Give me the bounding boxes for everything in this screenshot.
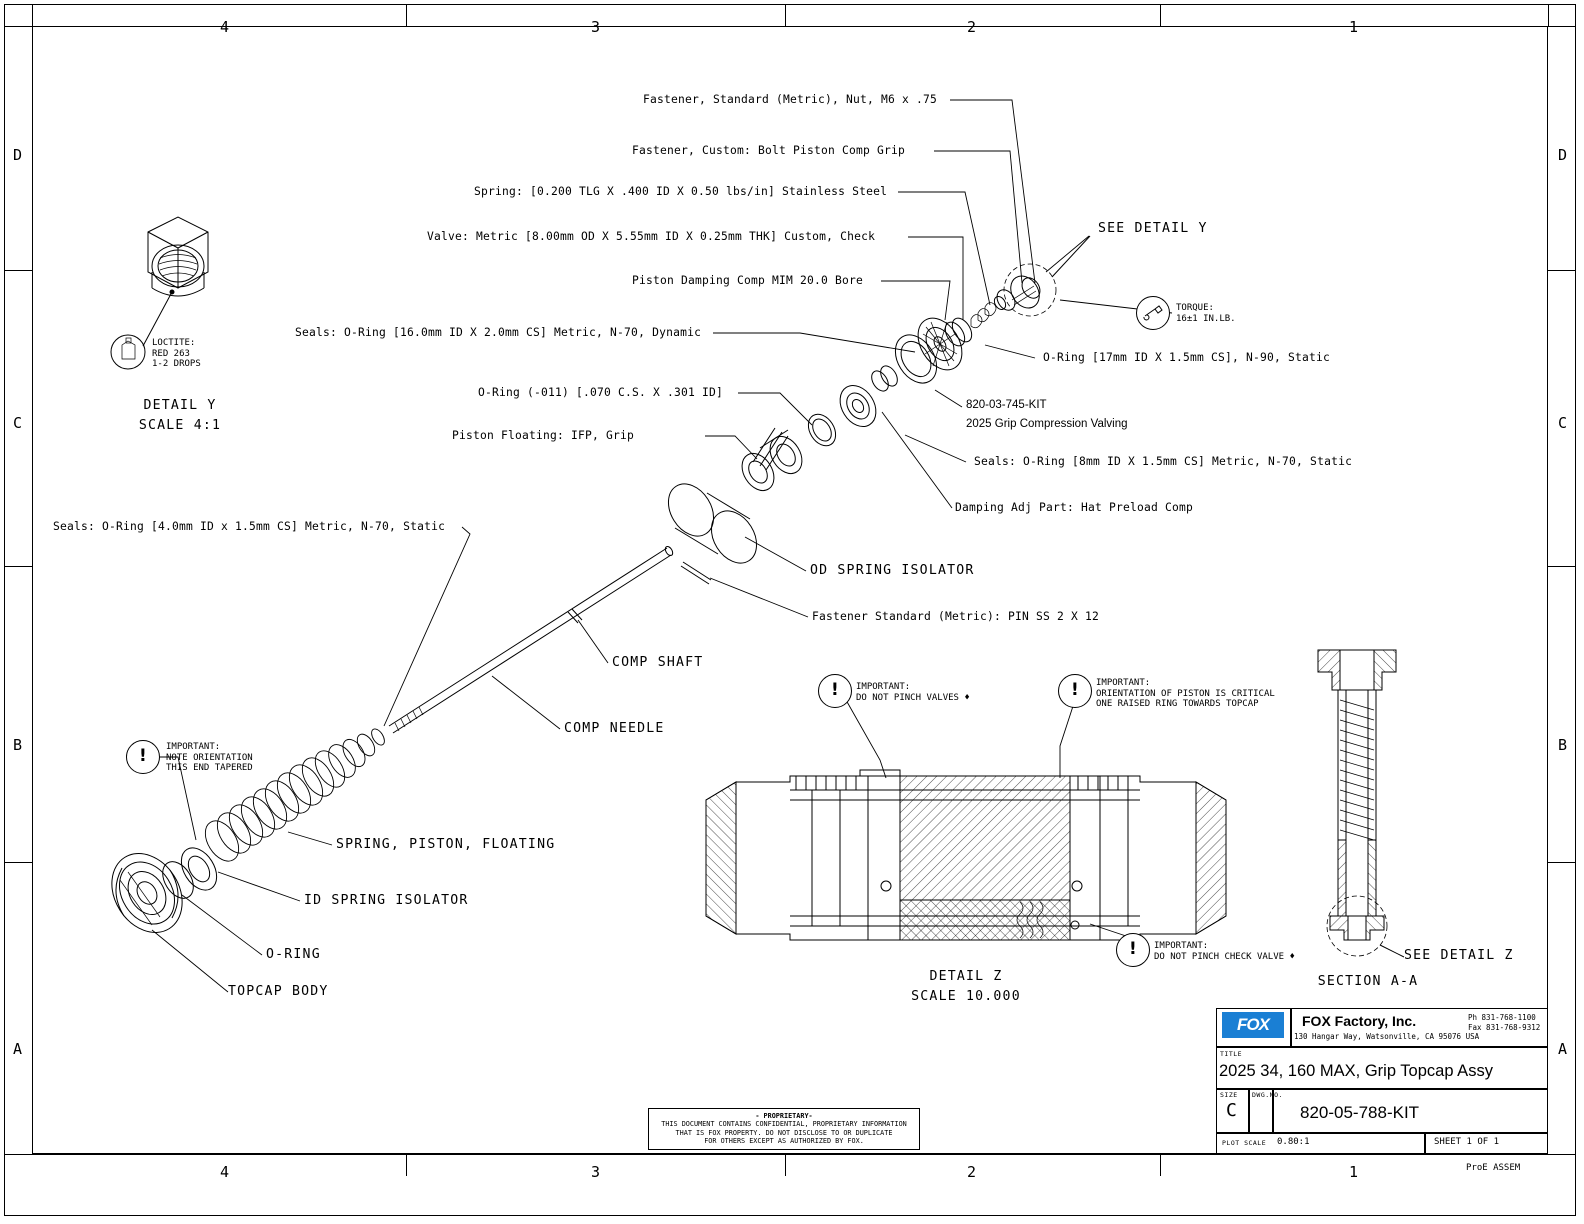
important-check-valve-bang-icon: ! [1129,939,1137,959]
zone-divider-left-3 [4,862,32,863]
sheet-number: SHEET 1 OF 1 [1434,1137,1500,1147]
note-check-valve-line2: DO NOT PINCH CHECK VALVE ♦ [1154,951,1295,962]
zone-divider-left-2 [4,566,32,567]
note-check-valve-line1: IMPORTANT: [1154,941,1209,951]
zone-divider-top-2 [785,4,786,26]
fox-logo: FOX [1222,1012,1284,1038]
detail-y-title: DETAIL Y [143,398,217,413]
note-important-check-valve [1154,941,1295,962]
note-important-pinch-valves [856,682,970,703]
proprietary-line2: THIS DOCUMENT CONTAINS CONFIDENTIAL, PROPRIETARY INFORMATION [661,1120,907,1129]
note-piston-line1: IMPORTANT: [1096,678,1151,688]
zone-divider-right-2 [1548,566,1576,567]
note-torque-line2: 16±1 IN.LB. [1176,313,1236,324]
callout-comp-needle: COMP NEEDLE [564,721,665,736]
title-block-sep-1 [1216,1046,1548,1048]
title-block-sep-3 [1216,1132,1548,1134]
note-important-piston [1096,678,1275,710]
callout-od-spring-isolator: OD SPRING ISOLATOR [810,563,975,578]
zone-strip-bottom-line [4,1154,1576,1155]
callout-see-detail-y: SEE DETAIL Y [1098,221,1208,236]
note-loctite-line1: LOCTITE: [152,338,196,348]
zone-label-right-d: D [1557,146,1569,164]
note-pinch-valves-line1: IMPORTANT: [856,682,911,692]
note-piston-line2: ORIENTATION OF PISTON IS CRITICAL [1096,688,1275,699]
zone-divider-bottom-2 [785,1154,786,1176]
company-fax: Fax 831-768-9312 [1468,1023,1541,1032]
callout-spring: Spring: [0.200 TLG X .400 ID X 0.50 lbs/in] Stainless Steel [474,185,888,198]
zone-divider-bottom-1 [406,1154,407,1176]
zone-label-top-2: 2 [966,18,978,36]
company-name: FOX Factory, Inc. [1302,1013,1417,1029]
zone-divider-bottom-3 [1160,1154,1161,1176]
drawing-title: 2025 34, 160 MAX, Grip Topcap Assy [1219,1062,1493,1080]
plot-scale-caption: PLOT SCALE [1222,1139,1267,1147]
callout-pin: Fastener Standard (Metric): PIN SS 2 X 12 [812,610,1100,623]
zone-label-bottom-4: 4 [219,1163,231,1181]
size-caption: SIZE [1220,1091,1238,1099]
title-block-sep-2 [1216,1088,1548,1090]
see-detail-z-label: SEE DETAIL Z [1404,948,1514,963]
dwgno-caption: DWG.NO. [1252,1091,1283,1099]
zone-label-bottom-2: 2 [966,1163,978,1181]
important-pinch-valves-bang-icon: ! [831,680,839,700]
note-orientation-line1: IMPORTANT: [166,742,221,752]
zone-label-left-a: A [12,1040,24,1058]
detail-y-scale: SCALE 4:1 [138,418,222,433]
zone-divider-left-1 [4,270,32,271]
footer-proe: ProE ASSEM [1466,1163,1521,1173]
note-torque [1176,303,1236,324]
callout-kit-desc: 2025 Grip Compression Valving [966,418,1128,430]
note-orientation-line2: NOTE ORIENTATION [166,752,253,763]
proprietary-line3: THAT IS FOX PROPERTY. DO NOT DISCLOSE TO OR DUPLICATE [675,1128,893,1137]
title-block-vline-size [1248,1088,1250,1132]
callout-oring-011: O-Ring (-011) [.070 C.S. X .301 ID] [478,386,724,399]
note-torque-line1: TORQUE: [1176,303,1214,313]
callout-kit-number: 820-03-745-KIT [966,399,1047,411]
zone-label-top-1: 1 [1348,18,1360,36]
callout-bolt: Fastener, Custom: Bolt Piston Comp Grip [632,144,906,157]
callout-seal-4mm: Seals: O-Ring [4.0mm ID x 1.5mm CS] Metric, N-70, Static [53,520,446,533]
zone-strip-top-line [4,26,32,27]
callout-piston-damping: Piston Damping Comp MIM 20.0 Bore [632,274,864,287]
plot-scale-value: 0.80:1 [1277,1137,1310,1147]
company-address: 130 Hangar Way, Watsonville, CA 95076 USA [1294,1032,1480,1041]
callout-piston-floating: Piston Floating: IFP, Grip [452,429,635,442]
callout-damping-adj: Damping Adj Part: Hat Preload Comp [955,501,1194,514]
zone-label-top-4: 4 [219,18,231,36]
zone-divider-top-1 [406,4,407,26]
title-block-vline-logo [1290,1008,1292,1046]
zone-label-left-b: B [12,736,24,754]
zone-label-left-c: C [12,414,24,432]
zone-strip-left-line [32,4,33,26]
section-aa-title: SECTION A-A [1317,974,1419,989]
callout-spring-piston-floating: SPRING, PISTON, FLOATING [336,837,556,852]
callout-seal-8mm: Seals: O-Ring [8mm ID X 1.5mm CS] Metric, N-70, Static [974,455,1353,468]
callout-nut: Fastener, Standard (Metric), Nut, M6 x .75 [643,93,938,106]
zone-label-left-d: D [12,146,24,164]
zone-label-bottom-1: 1 [1348,1163,1360,1181]
callout-comp-shaft: COMP SHAFT [612,655,704,670]
proprietary-notice [648,1108,920,1150]
zone-label-right-b: B [1557,736,1569,754]
zone-label-bottom-3: 3 [590,1163,602,1181]
zone-divider-right-1 [1548,270,1576,271]
drawing-number: 820-05-788-KIT [1300,1103,1420,1122]
important-orientation-bang-icon: ! [139,746,147,766]
note-loctite-line2: RED 263 [152,348,190,359]
note-important-orientation [166,742,253,774]
note-pinch-valves-line2: DO NOT PINCH VALVES ♦ [856,692,970,703]
proprietary-line4: FOR OTHERS EXCEPT AS AUTHORIZED BY FOX. [704,1137,864,1146]
company-phone: Ph 831-768-1100 [1468,1013,1536,1022]
callout-valve: Valve: Metric [8.00mm OD X 5.55mm ID X 0.25mm THK] Custom, Check [427,230,876,243]
title-caption: TITLE [1220,1050,1243,1058]
note-piston-line3: ONE RAISED RING TOWARDS TOPCAP [1096,699,1259,709]
drawing-size: C [1226,1100,1237,1121]
callout-seal-16mm: Seals: O-Ring [16.0mm ID X 2.0mm CS] Metric, N-70, Dynamic [295,326,702,339]
zone-label-right-c: C [1557,414,1569,432]
zone-strip-top-line-r [1548,26,1576,27]
title-block-vline-sheet [1424,1132,1426,1154]
important-piston-bang-icon: ! [1071,680,1079,700]
note-loctite-line3: 1-2 DROPS [152,359,201,369]
detail-z-title: DETAIL Z [929,969,1003,984]
callout-topcap-body: TOPCAP BODY [228,984,329,999]
callout-oring: O-RING [266,947,321,962]
callout-id-spring-isolator: ID SPRING ISOLATOR [304,893,469,908]
note-loctite [152,338,201,370]
zone-strip-right-line [1548,4,1549,26]
zone-divider-right-3 [1548,862,1576,863]
torque-wrench-icon [1143,305,1163,321]
proprietary-line1: - PROPRIETARY- [755,1112,813,1120]
detail-z-scale: SCALE 10.000 [911,989,1021,1004]
zone-label-right-a: A [1557,1040,1569,1058]
zone-divider-top-3 [1160,4,1161,26]
note-orientation-line3: THIS END TAPERED [166,763,253,773]
callout-oring-17mm: O-Ring [17mm ID X 1.5mm CS], N-90, Static [1043,351,1331,364]
zone-label-top-3: 3 [590,18,602,36]
